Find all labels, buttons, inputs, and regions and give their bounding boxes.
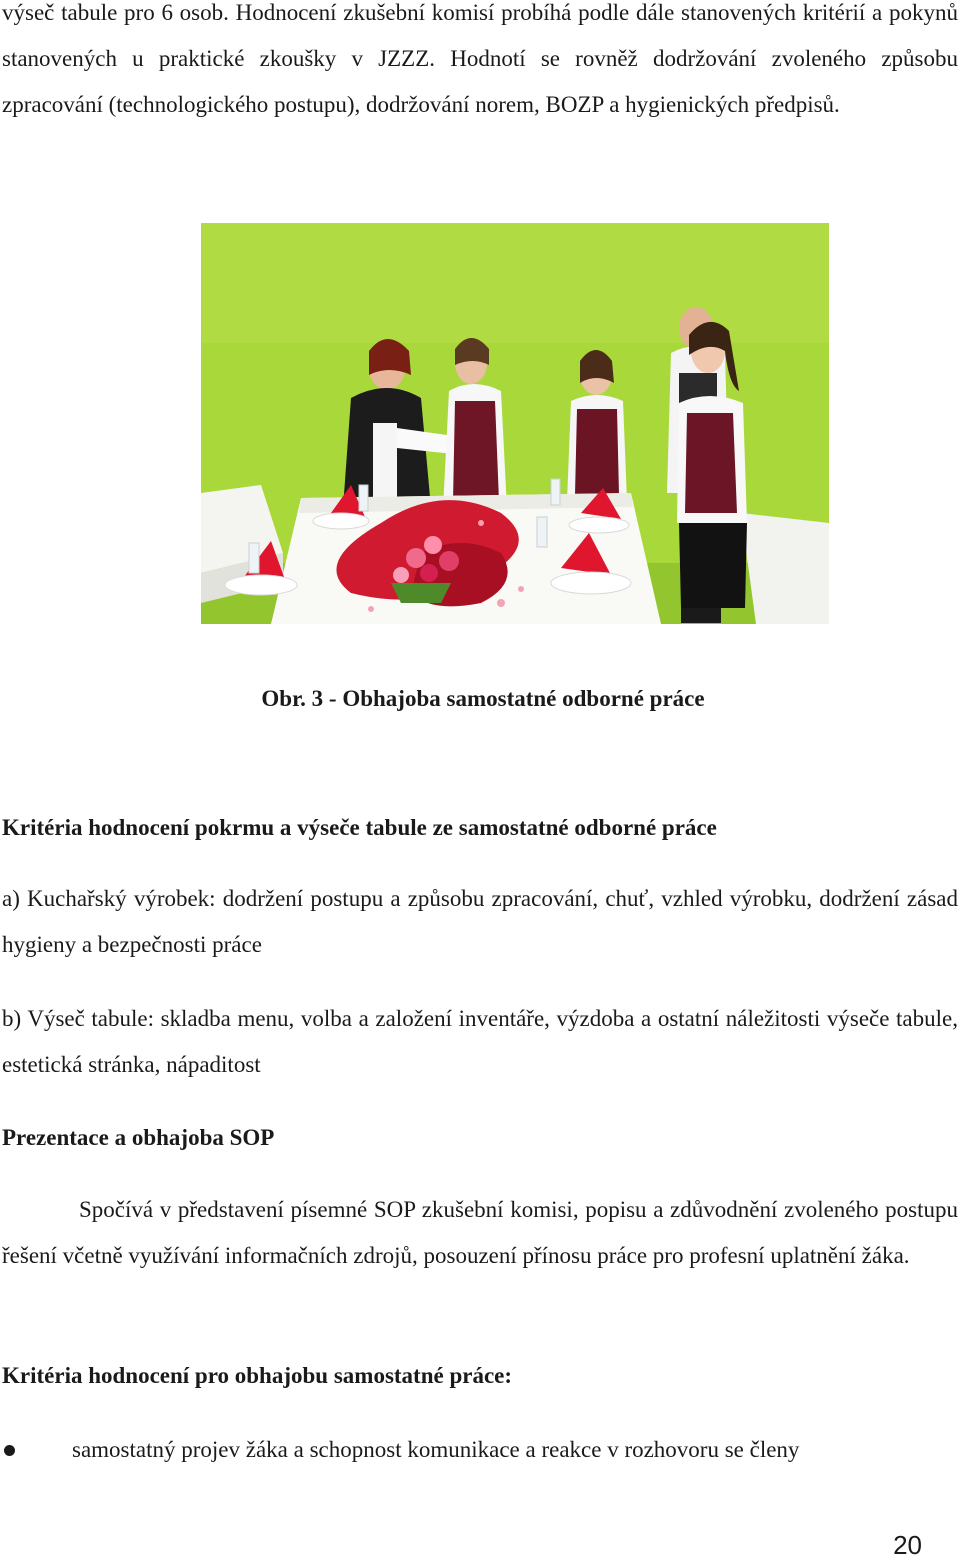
presentation-paragraph: Spočívá v představení písemné SOP zkušební komisi, popisu a zdůvodnění zvoleného postupu řešení včetně využívání informačních zdrojů, posouzení přínosu práce pro profesní uplatnění žáka. bbox=[2, 1197, 958, 1268]
section-heading-criteria-dish: Kritéria hodnocení pokrmu a výseče tabule ze samostatné odborné práce bbox=[2, 815, 717, 840]
page-number: 20 bbox=[893, 1530, 922, 1560]
criteria-item-b: b) Výseč tabule: skladba menu, volba a založení inventáře, výzdoba a ostatní náležitosti výseče tabule, estetická stránka, nápaditost bbox=[2, 1006, 958, 1077]
section-heading-presentation: Prezentace a obhajoba SOP bbox=[2, 1125, 275, 1150]
intro-paragraph: výseč tabule pro 6 osob. Hodnocení zkušební komisí probíhá podle dále stanovených kritérií a pokynů stanovených u praktické zkoušky v JZZZ. Hodnotí se rovněž dodržování zvoleného způsobu zpracování (technologického postupu), dodržování norem, BOZP a hygienických předpisů. bbox=[2, 0, 958, 117]
figure-photo bbox=[201, 223, 829, 624]
section-heading-criteria-defense: Kritéria hodnocení pro obhajobu samostatné práce: bbox=[2, 1363, 513, 1388]
bullet-dot-icon bbox=[4, 1445, 15, 1456]
figure-caption bbox=[0, 676, 960, 722]
bullet-text: samostatný projev žáka a schopnost komunikace a reakce v rozhovoru se členy bbox=[72, 1437, 800, 1462]
criteria-item-a: a) Kuchařský výrobek: dodržení postupu a způsobu zpracování, chuť, vzhled výrobku, dodržení zásad hygieny a bezpečnosti práce bbox=[2, 886, 958, 957]
figure-caption-text: Obr. 3 - Obhajoba samostatné odborné práce bbox=[261, 686, 705, 711]
